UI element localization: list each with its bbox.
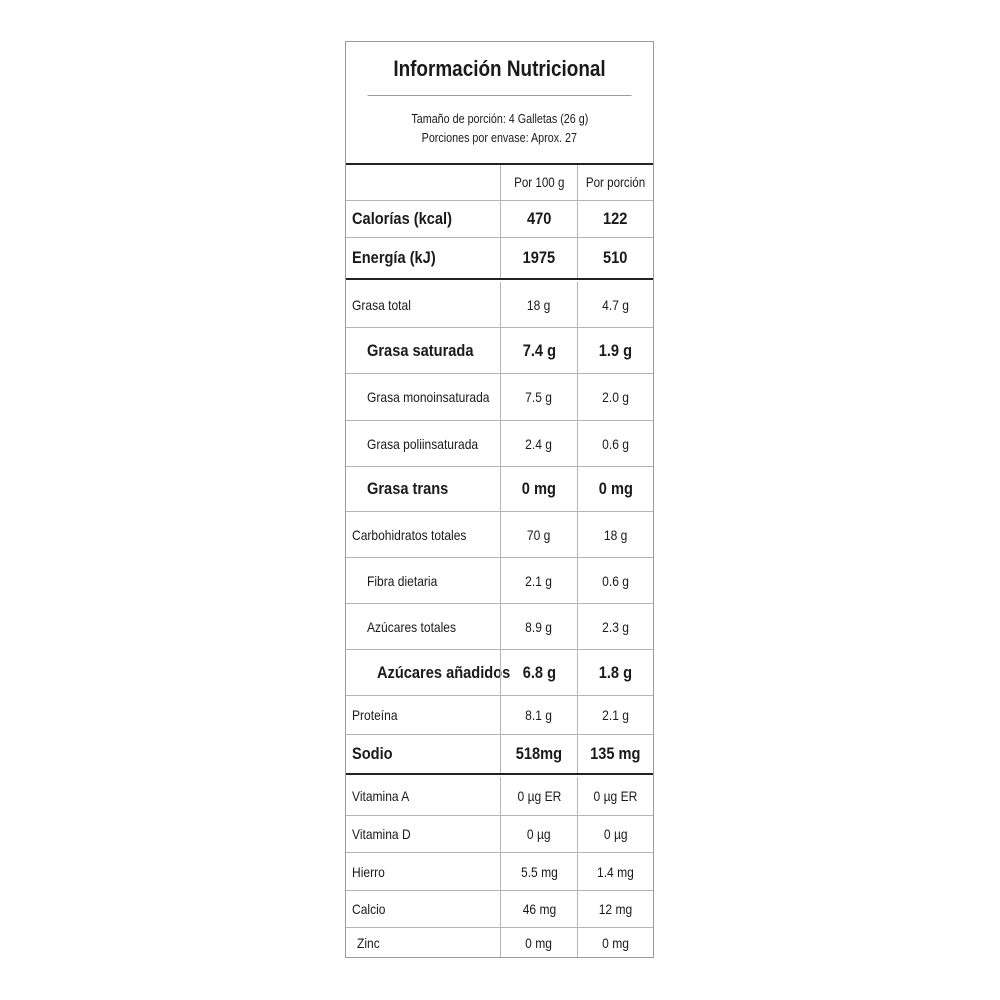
nutrient-per-serving: 4.7 g: [602, 296, 629, 313]
vitamin-name: Calcio: [352, 901, 386, 917]
vitamin-row: [346, 816, 653, 853]
calories-per-serving: 122: [603, 209, 628, 228]
nutrient-name: Azúcares añadidos: [377, 662, 511, 682]
vitamin-per-100g: 46 mg: [522, 901, 556, 917]
nutrient-row: [346, 328, 653, 374]
nutrient-row: [346, 374, 653, 421]
nutrient-row: [346, 467, 653, 512]
energy-per-serving: 510: [603, 248, 628, 267]
vitamin-per-serving: 0 µg: [603, 826, 628, 842]
nutrient-per-100g: 2.1 g: [525, 572, 553, 589]
nutrient-per-100g: 18 g: [527, 296, 551, 313]
calories-row: [346, 200, 653, 238]
nutrient-name: Grasa total: [352, 296, 411, 313]
nutrient-name: Grasa monoinsaturada: [367, 389, 490, 405]
nutrient-row: [346, 735, 653, 775]
vitamin-row: [346, 777, 653, 816]
nutrient-row: [346, 421, 653, 467]
column-header-per-100g: Por 100 g: [513, 175, 565, 190]
nutrient-per-serving: 2.0 g: [602, 389, 629, 405]
nutrient-per-100g: 8.1 g: [525, 707, 553, 723]
nutrient-per-serving: 0.6 g: [602, 435, 629, 452]
nutrition-facts-label: [345, 41, 654, 958]
column-header-row: [346, 165, 653, 200]
nutrient-name: Grasa poliinsaturada: [367, 435, 479, 452]
calories-label: Calorías (kcal): [352, 209, 452, 228]
vitamin-per-100g: 5.5 mg: [520, 863, 558, 880]
calories-per-100g: 470: [526, 209, 552, 228]
nutrient-per-serving: 0.6 g: [602, 572, 629, 589]
vitamin-name: Hierro: [352, 863, 385, 880]
vitamin-per-serving: 1.4 mg: [597, 863, 634, 880]
energy-label: Energía (kJ): [352, 248, 436, 267]
nutrient-per-serving: 1.8 g: [598, 662, 633, 682]
serving-info: [346, 95, 653, 165]
nutrient-per-serving: 2.1 g: [602, 707, 629, 723]
nutrient-name: Grasa trans: [367, 479, 449, 498]
nutrient-name: Carbohidratos totales: [352, 526, 467, 543]
nutrient-per-serving: 18 g: [603, 526, 628, 543]
energy-row: [346, 238, 653, 280]
vitamin-name: Vitamina A: [352, 788, 410, 804]
nutrient-row: [346, 696, 653, 735]
vitamin-per-100g: 0 µg: [527, 826, 551, 842]
vitamin-row: [346, 891, 653, 928]
vitamin-name: Vitamina D: [352, 826, 411, 842]
vitamin-per-serving: 12 mg: [598, 901, 633, 917]
vitamin-per-serving: 0 mg: [602, 934, 629, 951]
energy-per-100g: 1975: [522, 248, 556, 267]
nutrient-name: Proteína: [352, 707, 398, 723]
nutrient-row: [346, 604, 653, 650]
label-title: Información Nutricional: [367, 42, 631, 96]
vitamin-per-100g: 0 mg: [525, 934, 553, 951]
nutrient-per-serving: 0 mg: [598, 479, 633, 498]
nutrient-row: [346, 558, 653, 604]
nutrient-per-serving: 1.9 g: [598, 340, 633, 360]
nutrient-name: Grasa saturada: [367, 340, 474, 360]
nutrient-per-100g: 7.5 g: [525, 389, 553, 405]
vitamin-name: Zinc: [357, 934, 380, 951]
nutrient-row: [346, 512, 653, 558]
nutrient-name: Fibra dietaria: [367, 572, 438, 589]
vitamin-per-100g: 0 µg ER: [517, 788, 561, 804]
column-header-per-serving: Por porción: [585, 175, 646, 190]
nutrient-per-100g: 7.4 g: [522, 340, 556, 360]
nutrient-per-100g: 518mg: [515, 744, 563, 763]
nutrient-per-100g: 6.8 g: [522, 662, 556, 682]
servings-per-package: Porciones por envase: Aprox. 27: [421, 131, 578, 145]
nutrient-name: Azúcares totales: [367, 618, 457, 635]
vitamin-row: [346, 853, 653, 891]
nutrient-per-100g: 0 mg: [521, 479, 557, 498]
nutrient-per-serving: 135 mg: [590, 744, 641, 763]
nutrient-name: Sodio: [352, 744, 393, 763]
nutrient-row: [346, 282, 653, 328]
serving-size: Tamaño de porción: 4 Galletas (26 g): [411, 112, 588, 126]
nutrient-row: [346, 650, 653, 696]
nutrient-per-100g: 70 g: [527, 526, 551, 543]
nutrient-per-100g: 8.9 g: [525, 618, 553, 635]
vitamin-per-serving: 0 µg ER: [593, 788, 638, 804]
vitamin-row: [346, 928, 653, 957]
nutrient-per-serving: 2.3 g: [602, 618, 629, 635]
nutrient-per-100g: 2.4 g: [525, 435, 553, 452]
